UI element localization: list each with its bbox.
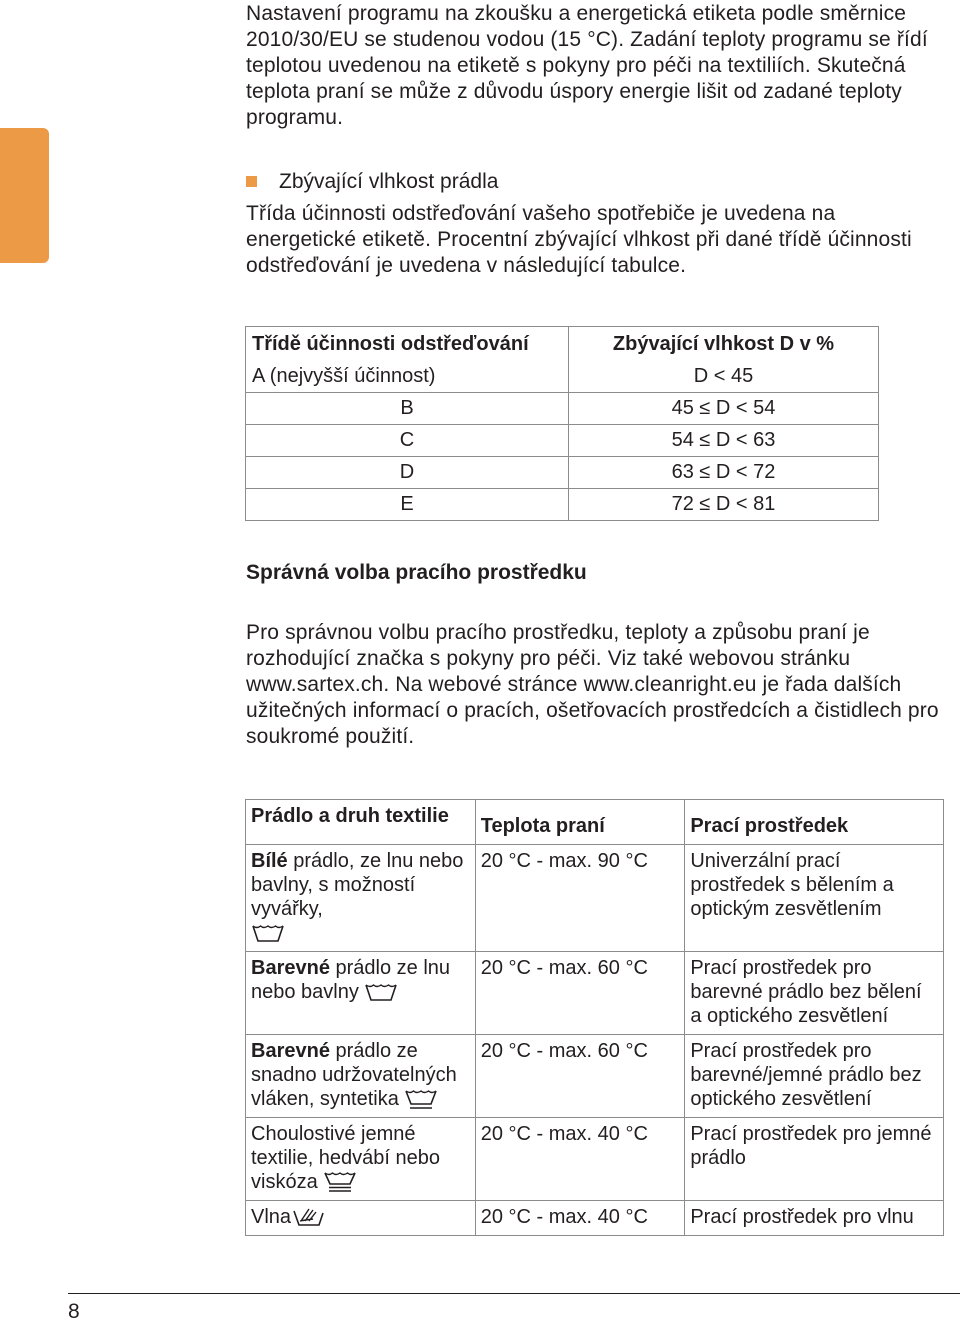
table-row [246,1201,944,1236]
table-cell: 20 °C - max. 90 °C [475,845,685,952]
table-cell: 20 °C - max. 40 °C [475,1201,685,1236]
table-header: Prací prostředek [685,800,944,845]
table-cell: Prací prostředek pro barevné/jemné prádlo bez optického zesvětlení [685,1035,944,1118]
fabric-text: Choulostivé jemné textilie, hedvábí nebo viskóza [251,1123,441,1193]
table-row [246,457,879,489]
fabric-text: prádlo ze lnu nebo bavlny [251,957,451,1003]
detergent-paragraph: Pro správnou volbu pracího prostředku, teploty a způsobu praní je rozhodující značka s pokyny pro péči. Viz také webovou stránku www.sartex.ch. Na webové stránce www.cleanright.eu je řada dalších užitečných informací o pracích, ošetřovacích prostředcích a čistidlech pro soukromé použití. [246,621,939,748]
table-cell: A (nejvyšší účinnost) [246,361,569,393]
table-cell: Prací prostředek pro barevné prádlo bez bělení a optického zesvětlení [685,952,944,1035]
moisture-paragraph: Třída účinnosti odstřeďování vašeho spotřebiče je uvedena na energetické etiketě. Procentní zbývající vlhkost při dané třídě účinnosti odstřeďování je uvedena v následující tabulce. [246,202,912,277]
table-cell: Prací prostředek pro jemné prádlo [685,1118,944,1201]
table-header: Teplota praní [475,800,685,845]
spin-efficiency-table [245,326,879,521]
table-header-row [246,800,944,845]
table-cell: D < 45 [569,361,879,393]
table-row [246,361,879,393]
table-cell: 72 ≤ D < 81 [569,489,879,521]
table-header: Zbývající vlhkost D v % [569,327,879,362]
table-header: Třídě účinnosti odstřeďování [246,327,569,362]
table-row [246,1118,944,1201]
table-row [246,952,944,1035]
footer-rule [68,1293,960,1294]
fabric-cell [246,845,476,952]
section-tab [0,128,49,263]
table-cell: C [246,425,569,457]
table-cell: 54 ≤ D < 63 [569,425,879,457]
fabric-cell [246,1035,476,1118]
moisture-heading-row [246,169,498,195]
washtub-icon [251,921,285,943]
washtub-gentle-icon [404,1087,438,1109]
table-row [246,1035,944,1118]
fabric-table [245,799,944,1236]
fabric-bold: Bílé [251,850,288,872]
intro-paragraph: Nastavení programu na zkoušku a energetická etiketa podle směrnice 2010/30/EU se studenou vodou (15 °C). Zadání teploty programu se řídí teplotou uvedenou na etiketě s pokyny pro péči na textiliích. Skutečná teplota praní se může z důvodu úspory energie lišit od zadané teploty programu. [246,2,928,129]
fabric-cell [246,1118,476,1201]
fabric-bold: Barevné [251,1040,330,1062]
washtub-very-gentle-icon [323,1170,357,1192]
bullet-square-icon [246,176,257,187]
table-cell: 20 °C - max. 60 °C [475,1035,685,1118]
table-header-row [246,327,879,362]
fabric-text: Vlna [251,1206,292,1228]
table-cell: D [246,457,569,489]
table-cell: 45 ≤ D < 54 [569,393,879,425]
table-cell: B [246,393,569,425]
detergent-heading: Správná volba pracího prostředku [246,561,587,584]
page-number: 8 [68,1300,80,1323]
table-cell: 63 ≤ D < 72 [569,457,879,489]
table-header: Prádlo a druh textilie [246,800,476,845]
fabric-cell [246,952,476,1035]
fabric-text: prádlo, ze lnu nebo bavlny, s možností vyvářky, [251,850,464,920]
washtub-icon [364,980,398,1002]
table-cell: 20 °C - max. 40 °C [475,1118,685,1201]
table-row [246,845,944,952]
table-cell: Prací prostředek pro vlnu [685,1201,944,1236]
handwash-icon [291,1205,325,1227]
moisture-heading: Zbývající vlhkost prádla [279,170,499,193]
table-cell: Univerzální prací prostředek s bělením a optickým zesvětlením [685,845,944,952]
table-row [246,393,879,425]
fabric-bold: Barevné [251,957,330,979]
table-row [246,425,879,457]
table-cell: 20 °C - max. 60 °C [475,952,685,1035]
fabric-text: prádlo ze snadno udržovatelných vláken, syntetika [251,1040,457,1110]
fabric-cell [246,1201,476,1236]
table-cell: E [246,489,569,521]
table-row [246,489,879,521]
